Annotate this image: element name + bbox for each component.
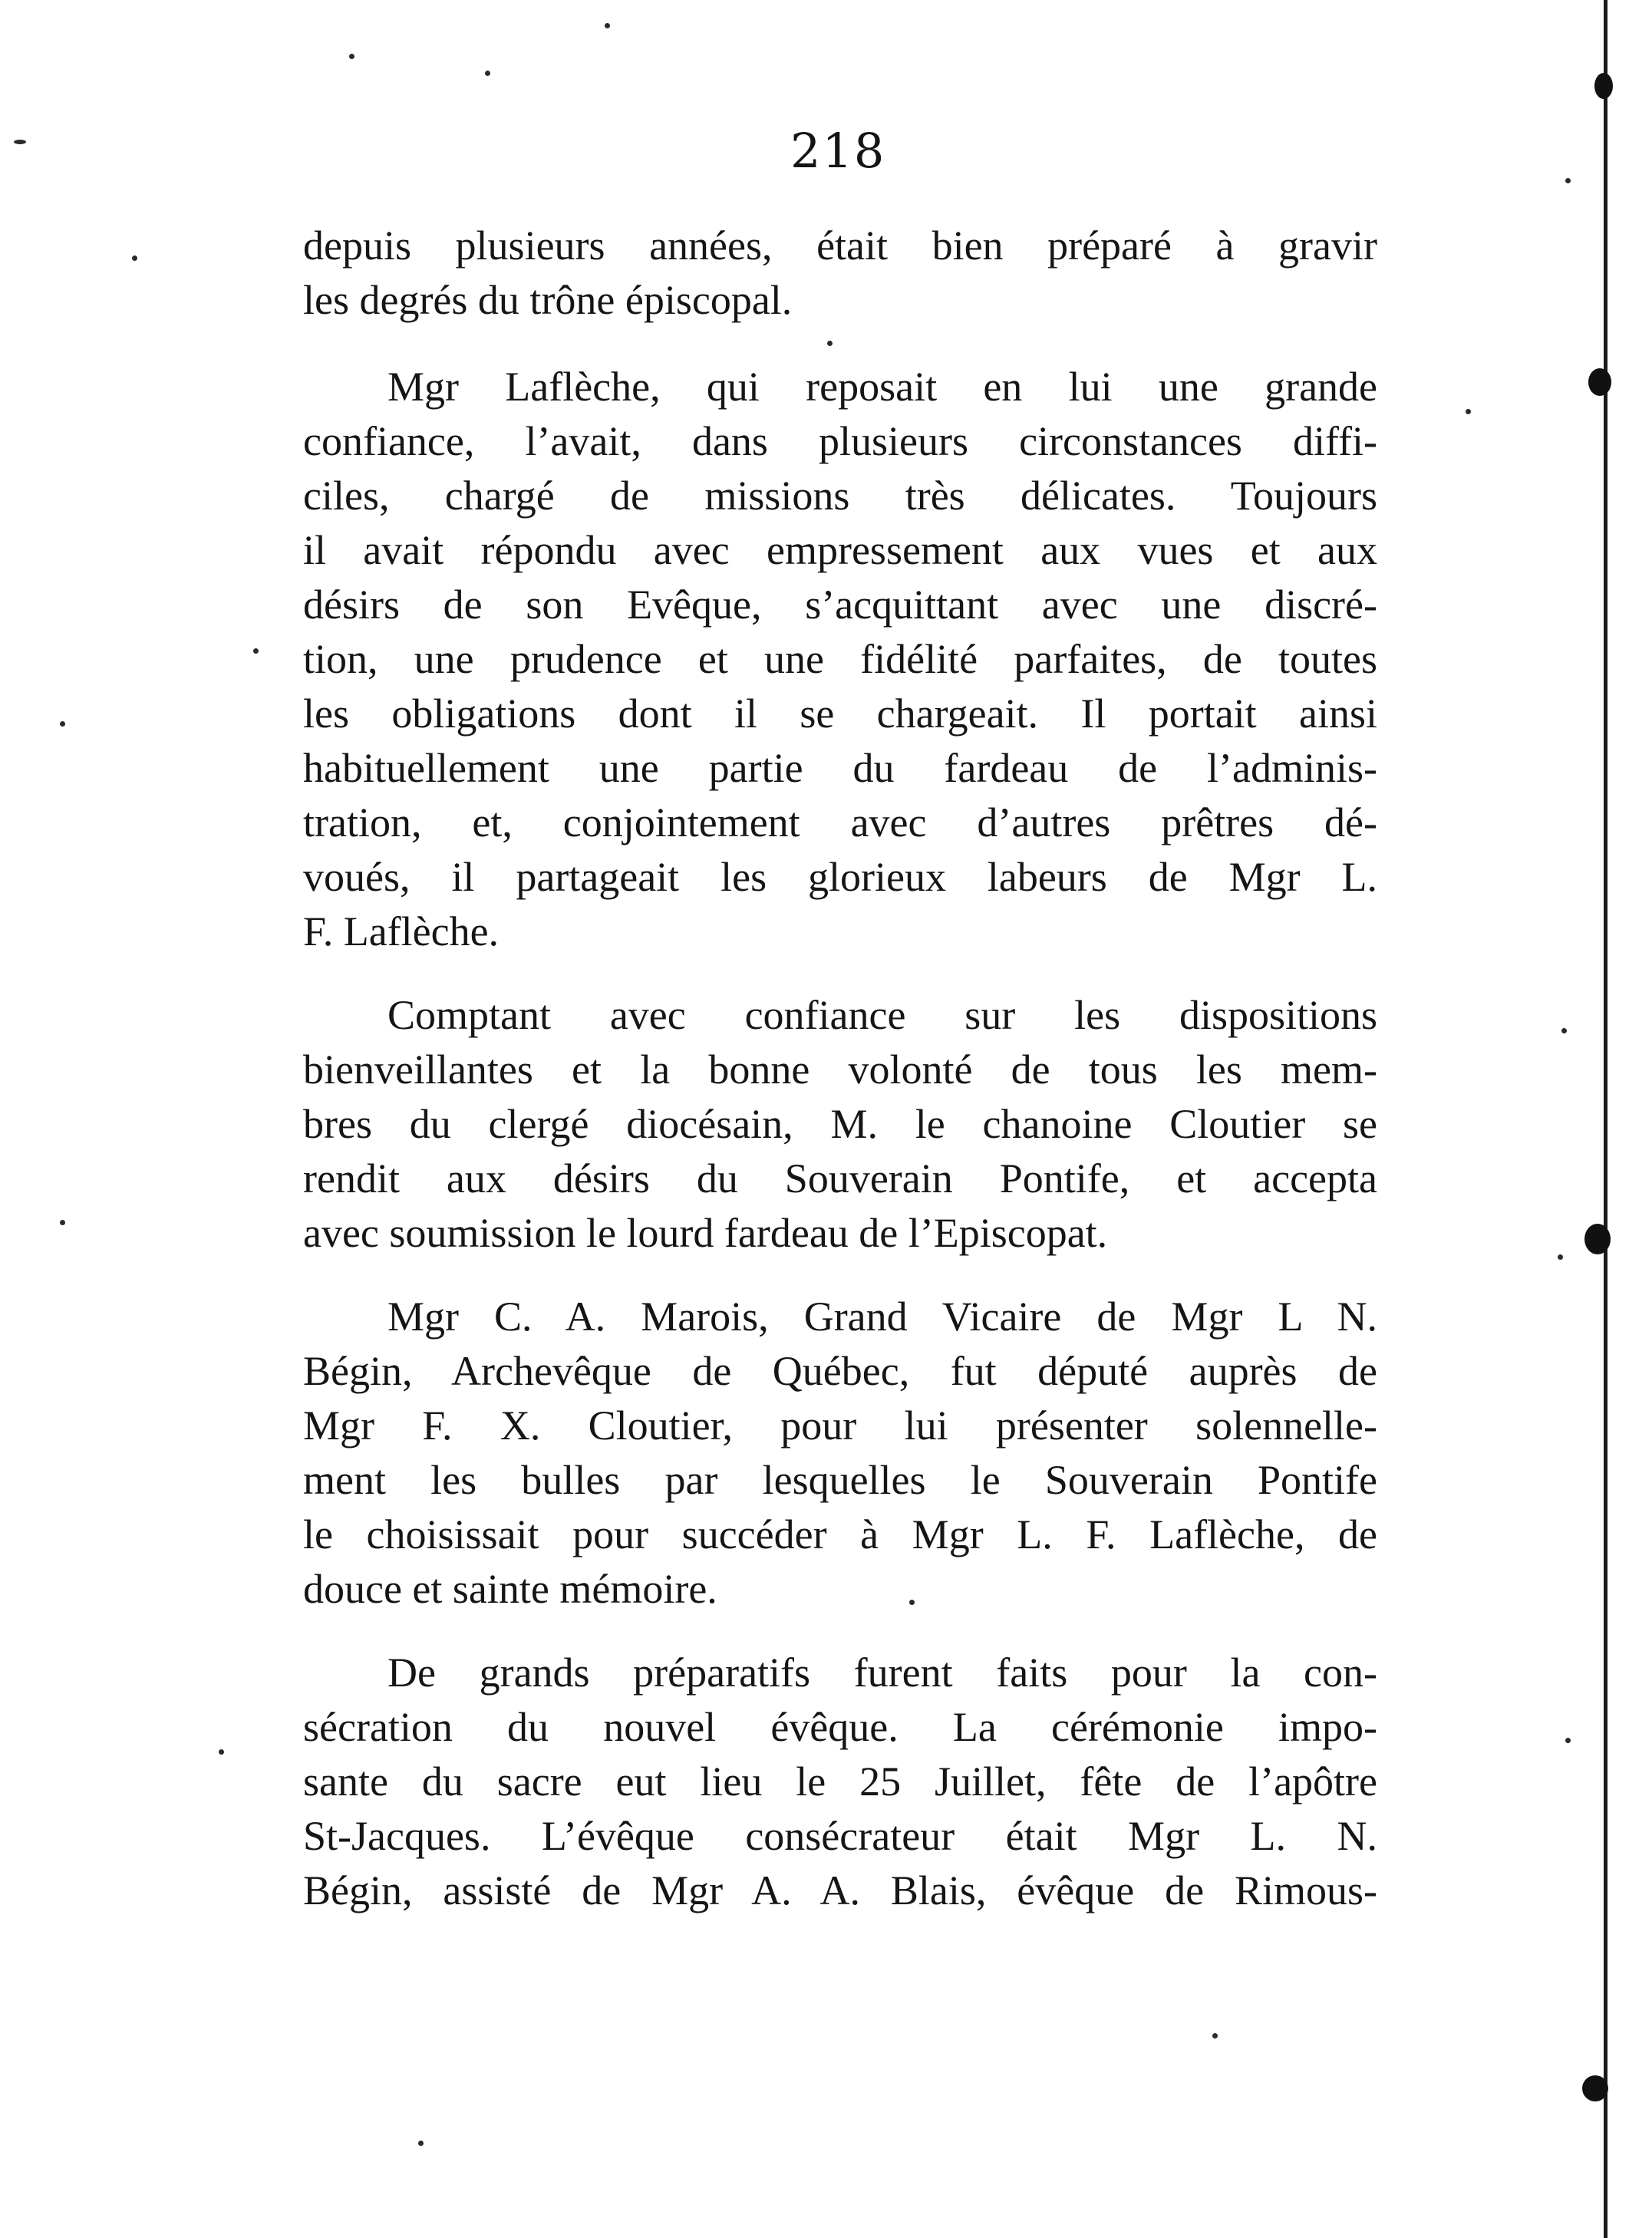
binding-stitch [1582, 2075, 1608, 2101]
text-line: Bégin, assisté de Mgr A. A. Blais, évêque de Rimous- [303, 1867, 1377, 1913]
binding-stitch [1584, 1224, 1611, 1254]
text-line: De grands préparatifs furent faits pour la con- [387, 1650, 1377, 1696]
scan-speck [1212, 2033, 1218, 2039]
paragraph-3 [303, 988, 1377, 1261]
scan-speck [132, 255, 137, 261]
binding-edge [1604, 0, 1607, 2238]
scan-speck [60, 1220, 65, 1225]
body-text [303, 219, 1377, 1947]
scan-speck [1565, 1738, 1571, 1743]
scan-speck [909, 1600, 915, 1605]
text-line: le choisissait pour succéder à Mgr L. F. Laflèche, de [303, 1511, 1377, 1557]
text-line: Mgr C. A. Marois, Grand Vicaire de Mgr L N. [387, 1294, 1377, 1340]
text-line: tion, une prudence et une fidélité parfaites, de toutes [303, 636, 1377, 682]
text-line: douce et sainte mémoire. [303, 1566, 717, 1612]
text-line: sécration du nouvel évêque. La cérémonie impo- [303, 1704, 1377, 1750]
scan-speck [349, 54, 354, 59]
text-line: les obligations dont il se chargeait. Il portait ainsi [303, 691, 1377, 737]
paragraph-1 [303, 219, 1377, 328]
text-line: les degrés du trône épiscopal. [303, 277, 793, 323]
text-line: Mgr F. X. Cloutier, pour lui présenter solennelle- [303, 1402, 1377, 1449]
text-line: bienveillantes et la bonne volonté de tous les mem- [303, 1046, 1377, 1093]
text-line: sante du sacre eut lieu le 25 Juillet, fête de l’apôtre [303, 1758, 1377, 1805]
scan-speck [219, 1749, 224, 1755]
scan-speck [827, 341, 833, 346]
page-number: 218 [790, 123, 886, 179]
text-line: avec soumission le lourd fardeau de l’Episcopat. [303, 1210, 1108, 1256]
text-line: F. Laflèche. [303, 908, 500, 954]
text-line: rendit aux désirs du Souverain Pontife, et accepta [303, 1155, 1377, 1201]
scan-speck [485, 71, 490, 76]
text-line: habituellement une partie du fardeau de l’adminis- [303, 745, 1377, 791]
text-line: Bégin, Archevêque de Québec, fut député auprès de [303, 1348, 1377, 1394]
scan-speck [1558, 1254, 1563, 1260]
scan-speck [60, 721, 65, 727]
text-line: depuis plusieurs années, était bien préparé à gravir [303, 222, 1377, 269]
binding-stitch [1588, 368, 1611, 396]
text-line: désirs de son Evêque, s’acquittant avec une discré- [303, 582, 1377, 628]
text-line: ment les bulles par lesquelles le Souverain Pontife [303, 1457, 1377, 1503]
binding-stitch [1594, 73, 1613, 99]
scan-speck [605, 23, 610, 28]
text-line: ciles, chargé de missions très délicates. Toujours [303, 473, 1377, 519]
paragraph-4 [303, 1290, 1377, 1617]
text-line: confiance, l’avait, dans plusieurs circonstances diffi- [303, 418, 1377, 464]
scan-speck [14, 140, 26, 144]
scan-speck [1565, 178, 1571, 183]
paragraph-5 [303, 1646, 1377, 1918]
scan-speck [418, 2141, 424, 2146]
text-line: St-Jacques. L’évêque consécrateur était Mgr L. N. [303, 1813, 1377, 1859]
text-line: bres du clergé diocésain, M. le chanoine Cloutier se [303, 1101, 1377, 1147]
scan-speck [253, 648, 259, 654]
paragraph-2 [303, 360, 1377, 959]
text-line: Comptant avec confiance sur les dispositions [387, 992, 1377, 1038]
text-line: tration, et, conjointement avec d’autres prêtres dé- [303, 799, 1377, 845]
text-line: il avait répondu avec empressement aux vues et aux [303, 527, 1377, 573]
scan-speck [1466, 409, 1471, 414]
text-line: voués, il partageait les glorieux labeurs de Mgr L. [303, 854, 1377, 900]
text-line: Mgr Laflèche, qui reposait en lui une grande [387, 364, 1377, 410]
scan-speck [1561, 1028, 1567, 1033]
